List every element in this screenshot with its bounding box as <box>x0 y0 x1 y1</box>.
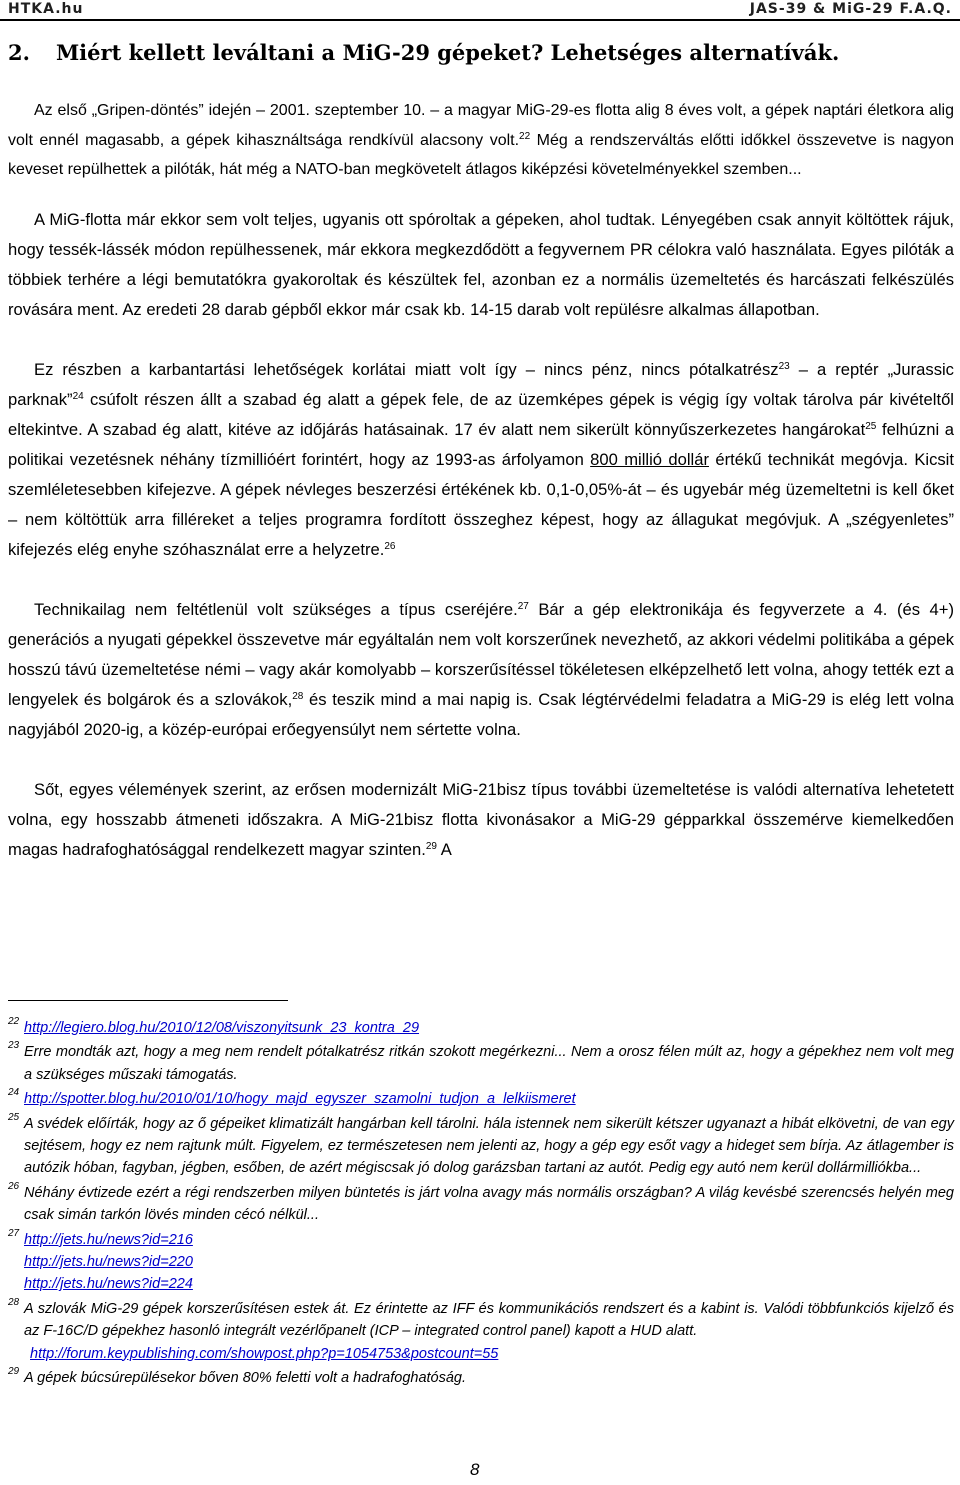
footnote-ref-24[interactable]: 24 <box>72 390 84 402</box>
paragraph-1 <box>8 96 954 185</box>
paragraph-1-cont: Még a rendszerváltás előtti időkkel összevetve is nagyon keveset repülhettek a pilóták, hát még a NATO-ban megkövetelt átlagos kiképzési követelményekkel szemben... <box>8 131 954 179</box>
header-site-name: HTKA.hu <box>8 1 84 17</box>
footnote-ref-29[interactable]: 29 <box>425 840 437 852</box>
page-header <box>0 0 960 20</box>
footnote-ref-22[interactable]: 22 <box>519 130 531 142</box>
footnote-text: Erre mondták azt, hogy a meg nem rendelt pótalkatrész ritkán szokott megérkezni... Nem a orosz félen múlt az, hogy a gépekhez nem volt meg a szükséges műszaki támogatás. <box>24 1044 954 1083</box>
footnote-29 <box>8 1367 954 1389</box>
footnote-text: A gépek búcsúrepülésekor bőven 80% feletti volt a hadrafoghatóság. <box>24 1370 467 1387</box>
section-title-text: Miért kellett leváltani a MiG-29 gépeket? Lehetséges alternatívák. <box>55 40 840 65</box>
header-doc-title: JAS-39 & MiG-29 F.A.Q. <box>749 1 952 17</box>
footnote-22 <box>8 1017 954 1039</box>
footnote-number: 23 <box>8 1040 20 1052</box>
footnote-23 <box>8 1041 954 1086</box>
footnote-ref-23[interactable]: 23 <box>778 360 790 372</box>
footnote-number: 22 <box>8 1016 20 1027</box>
footnote-number: 29 <box>8 1366 20 1378</box>
footnote-ref-25[interactable]: 25 <box>865 420 877 432</box>
paragraph-3-e: értékű technikát megóvja. Kicsit szemléletesebben kifejezve. A gépek névleges beszerzési értékének kb. 0,1-0,05%-át – és ugyebár még üzemeltetni is kell őket – nem költöttük arra filléreket a teljes programra fordított összeghez képest, hogy az állagukat megóvjuk. A „szégyenletes” kifejezés elég enyhe szóhasználat erre a helyzetre. <box>8 449 954 559</box>
footnote-text: Néhány évtizede ezért a régi rendszerben milyen büntetés is járt volna avagy más normális országban? A világ kevésbé szerencsés helyén meg csak simán tarkón lövés minden cécó nélkül... <box>24 1184 954 1224</box>
footnote-list <box>8 1017 954 1390</box>
footnote-25 <box>8 1113 954 1180</box>
paragraph-4-c: és teszik mind a mai napig is. Csak légtérvédelmi feladatra a MiG-29 is elég lett volna nagyjából 2020-ig, a közép-európai erőegyensúlyt nem sértette volna. <box>8 689 954 739</box>
paragraph-3-c: csúfolt részen állt a szabad ég alatt a gépek fele, de az üzemképes gépek is végig így voltak tárolva pár kivételtől eltekintve. A szabad ég alatt, kitéve az időjárás hatásainak. 17 év alatt nem sikerült könnyűszerkezetes hangárokat <box>8 389 954 439</box>
footnote-24 <box>8 1088 954 1110</box>
header-rule <box>0 19 960 21</box>
paragraph-1-text: Az első „Gripen-döntés” idején – 2001. szeptember 10. – a magyar MiG-29-es flotta alig 8 éves volt, a gépek naptári életkora alig volt ennél magasabb, a gépek kihasználtsága rendkívül alacsony volt. <box>8 102 954 149</box>
underlined-amount: 800 millió dollár <box>590 449 709 469</box>
section-number: 2. <box>8 40 30 65</box>
body-content <box>8 96 954 895</box>
paragraph-3 <box>8 355 954 565</box>
footnote-text: A szlovák MiG-29 gépek korszerűsítésen estek át. Ez érintette az IFF és kommunikációs rendszert és a kabint is. Valódi többfunkciós kijelző és az F-16C/D gépekhez hasonló integrált vezérlőpanelt (ICP – integrated control panel) kapott a HUD alatt. <box>24 1300 954 1340</box>
section-title <box>8 40 839 65</box>
paragraph-4-b: Bár a gép elektronikája és fegyverzete a 4. (és 4+) generációs a nyugati gépekkel összevetve már egyáltalán nem volt korszerűnek nevezhető, az akkori védelmi politikába a gépek hosszú távú üzemeltetése némi – vagy akár komolyabb – korszerűsítéssel tökéletesen elképzelhető lett volna, ahogy tették ezt a lengyelek és bolgárok és a szlovákok, <box>8 599 954 709</box>
paragraph-5-tail: A <box>437 839 452 859</box>
footnote-link[interactable]: http://jets.hu/news?id=216 <box>24 1231 193 1248</box>
footnote-26 <box>8 1182 954 1227</box>
footnote-link[interactable]: http://legiero.blog.hu/2010/12/08/viszonyitsunk_23_kontra_29 <box>24 1020 420 1036</box>
footnote-number: 26 <box>8 1180 20 1192</box>
footnote-ref-26[interactable]: 26 <box>384 540 396 552</box>
footnote-28 <box>8 1298 954 1365</box>
footnote-27 <box>8 1229 954 1296</box>
footnote-link[interactable]: http://spotter.blog.hu/2010/01/10/hogy_majd_egyszer_szamolni_tudjon_a_lelkiismeret <box>24 1091 576 1108</box>
paragraph-5-a: Sőt, egyes vélemények szerint, az erősen modernizált MiG-21bisz típus további üzemeltetése is valódi alternatíva lehetetett volna, egy hosszabb átmeneti időszakra. A MiG-21bisz flotta kivonásakor a MiG-29 gépparkkal összemérve kiemelkedően magas hadrafoghatósággal rendelkezett magyar szinten. <box>8 779 954 859</box>
footnote-ref-27[interactable]: 27 <box>517 600 529 612</box>
footnote-link[interactable]: http://jets.hu/news?id=220 <box>24 1254 193 1271</box>
footnote-link[interactable]: http://forum.keypublishing.com/showpost.php?p=1054753&postcount=55 <box>30 1345 499 1362</box>
paragraph-3-a: Ez részben a karbantartási lehetőségek korlátai miatt volt így – nincs pénz, nincs pótalkatrész <box>34 359 779 379</box>
footnote-number: 24 <box>8 1087 20 1099</box>
footnotes <box>8 1000 954 1392</box>
footnote-separator <box>8 1000 288 1001</box>
paragraph-3-d: felhúzni a politikai vezetésnek néhány tízmillióért forintért, hogy az 1993-as árfolyamon <box>8 419 954 469</box>
paragraph-3-b: – a reptér „Jurassic parknak” <box>8 359 954 409</box>
paragraph-4 <box>8 595 954 745</box>
footnote-ref-28[interactable]: 28 <box>292 690 304 702</box>
paragraph-4-a: Technikailag nem feltétlenül volt szükséges a típus cseréjére. <box>34 599 518 619</box>
page-number: 8 <box>470 1460 480 1479</box>
footnote-number: 27 <box>8 1227 20 1239</box>
footnote-number: 28 <box>8 1296 20 1308</box>
footnote-number: 25 <box>8 1111 20 1123</box>
footnote-text: A svédek előírták, hogy az ő gépeiket klimatizált hangárban kell tárolni. hála istennek nem sikerült kétszer ugyanazt a hibát elkövetni, de van egy sejtésem, hogy ez nem rajtunk múlt. Figyelem, ez természetesen nem jelenti az, hogy a gép egy esőt vagy a hideget sem bírja. Az átlagember is autózik hóban, fagyban, jégben, esőben, de azért mégiscsak jó dolog garázsban tartani az autót. Pedig egy autó nem kerül dollármilliókba... <box>24 1115 954 1177</box>
footnote-link[interactable]: http://jets.hu/news?id=224 <box>24 1276 193 1293</box>
paragraph-5 <box>8 775 954 865</box>
paragraph-2: A MiG-flotta már ekkor sem volt teljes, ugyanis ott spóroltak a gépeken, ahol tudtak. Lényegében csak annyit költöttek rájuk, hogy tessék-lássék módon repülhessenek, már ekkora megkezdődött a fegyvernem PR célokra való használata. Egyes pilóták a többiek terhére a légi bemutatókra gyakoroltak és készültek fel, azonban ez a normális üzemeltetés és harcászati felkészülés rovására ment. Az eredeti 28 darab gépből ekkor már csak kb. 14-15 darab volt repülésre alkalmas állapotban. <box>8 209 954 319</box>
